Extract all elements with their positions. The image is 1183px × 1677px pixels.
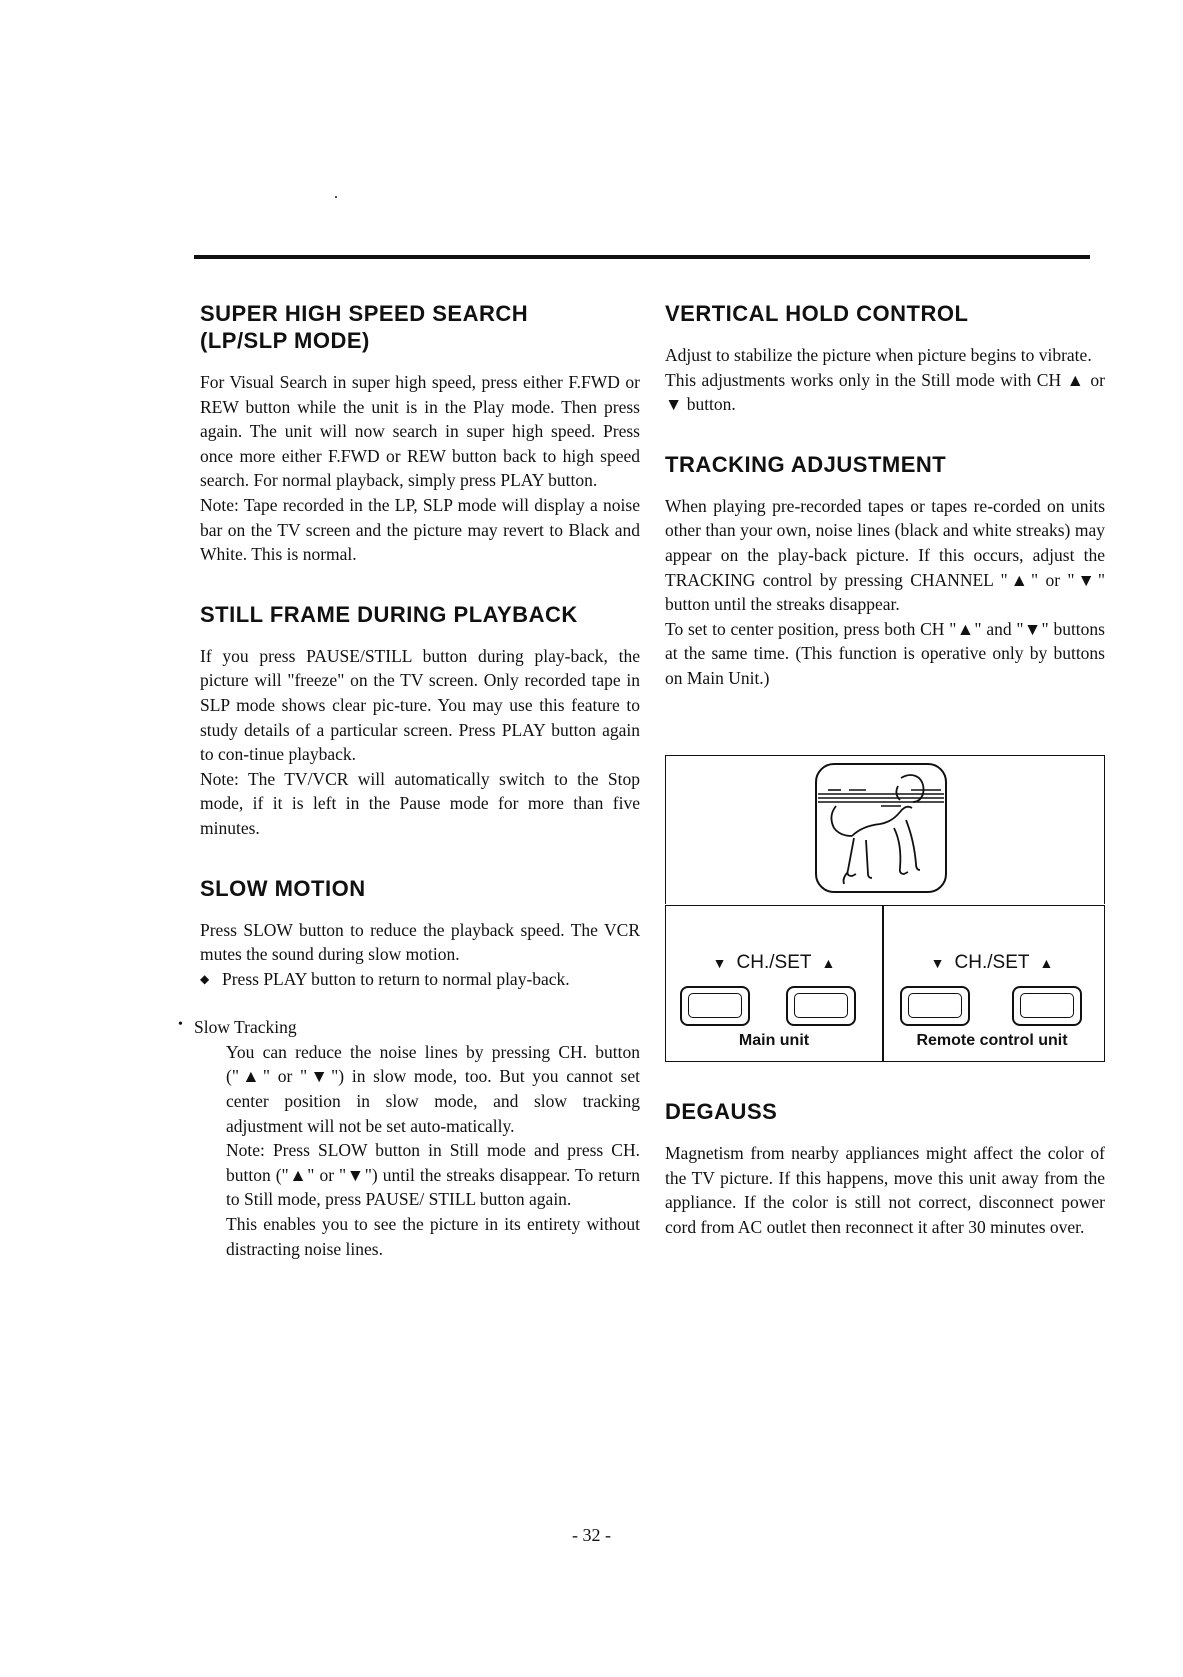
main-unit-caption: Main unit [738,1032,810,1049]
header-rule [194,255,1090,259]
super-high-speed-heading [200,300,640,354]
tv-screen-icon [816,764,946,892]
section-slow-motion [178,875,640,1262]
buttons-panel [665,905,1105,1062]
super-high-speed-body: For Visual Search in super high speed, press either F.FWD or REW button while the unit is in the Play mode. Then press again. The unit will now search in super high speed. Press once more either F.FWD or REW button back to high speed search. For normal playback, simply press PLAY button. [200,372,640,491]
right-column [665,300,1105,725]
down-arrow-icon: ▼ [712,955,727,971]
slow-motion-bullet-text: Press PLAY button to return to normal play-back. [222,968,570,989]
main-chset-text: CH./SET [736,952,812,973]
section-still-frame [200,601,640,841]
still-frame-note: Note: The TV/VCR will automatically switch to the Stop mode, if it is left in the Pause mode for more than five minutes. [200,768,640,838]
down-arrow-icon: ▼ [930,955,945,971]
main-ch-down-button [680,986,750,1026]
still-frame-body: If you press PAUSE/STILL button during play-back, the picture will "freeze" on the TV screen. Only recorded tape in SLP mode shows clear pic-ture. You may use this feature to study details of a particular screen. Press PLAY button again to con-tinue playback. [200,645,640,765]
degauss-heading: DEGAUSS [665,1099,778,1124]
noise-streaks-icon [818,790,944,806]
degauss-body: Magnetism from nearby appliances might affect the color of the TV picture. If this happens, move this unit away from the appliance. If the color is still not correct, disconnect power cord from AC outlet then reconnect it after 30 minutes over. [665,1143,1105,1237]
slow-motion-bullet [200,967,640,992]
vertical-hold-heading: VERTICAL HOLD CONTROL [665,301,969,326]
super-high-speed-note: Note: Tape recorded in the LP, SLP mode will display a noise bar on the TV screen and the picture may revert to Black and White. This is normal. [200,494,640,565]
diamond-bullet-icon: ◆ [200,971,210,986]
remote-unit-panel [884,906,1100,1061]
tracking-heading: TRACKING ADJUSTMENT [665,451,947,477]
remote-ch-up-button [1012,986,1082,1026]
slow-tracking-end: This enables you to see the picture in its entirety without distracting noise lines. [226,1214,640,1259]
slow-tracking-heading [178,1015,640,1040]
up-arrow-icon: ▲ [821,955,836,971]
super-high-speed-title-line1: SUPER HIGH SPEED SEARCH [200,301,529,326]
slow-motion-heading: SLOW MOTION [200,875,366,901]
tracking-figure [665,755,1105,1060]
dog-figure-icon [831,775,923,884]
main-ch-up-button [786,986,856,1026]
left-column [178,300,640,1295]
bullet-dot-icon: • [178,1017,183,1033]
scan-speck [335,196,337,198]
remote-ch-down-button [900,986,970,1026]
section-degauss [665,1098,1105,1239]
remote-chset-text: CH./SET [954,952,1030,973]
remote-chset-label [884,952,1100,974]
vertical-hold-body1: Adjust to stabilize the picture when picture begins to vibrate. [665,345,1092,365]
remote-unit-caption: Remote control unit [916,1032,1068,1049]
tracking-body: When playing pre-recorded tapes or tapes re-corded on units other than your own, noise lines (black and white streaks) may appear on the play-back picture. If this occurs, adjust the TRACKING control by pressing CHANNEL "▲" or "▼" button until the streaks disappear. [665,495,1105,615]
main-chset-label [666,952,882,974]
tv-screen-illustration [666,756,1104,904]
main-unit-panel [666,906,882,1061]
tv-illustration-panel [665,755,1105,904]
super-high-speed-title-line2: (LP/SLP MODE) [200,328,370,353]
section-vertical-hold [665,300,1105,417]
slow-tracking-note: Note: Press SLOW button in Still mode and press CH. button ("▲" or "▼") until the streaks disappear. To return to Still mode, press PAUSE/ STILL button again. [226,1140,640,1210]
tracking-body2: To set to center position, press both CH "▲" and "▼" buttons at the same time. (This function is operative only by buttons on Main Unit.) [665,618,1105,688]
slow-tracking-body: You can reduce the noise lines by pressing CH. button ("▲" or "▼") in slow mode, too. But you cannot set center position in slow mode, and slow tracking adjustment will not be set auto-matically. [226,1041,640,1136]
section-tracking [665,451,1105,691]
slow-motion-body: Press SLOW button to reduce the playback speed. The VCR mutes the sound during slow motion. [200,919,640,965]
up-arrow-icon: ▲ [1039,955,1054,971]
still-frame-heading: STILL FRAME DURING PLAYBACK [200,601,578,627]
section-super-high-speed [200,300,640,567]
vertical-hold-body2: This adjustments works only in the Still mode with CH ▲ or ▼ button. [665,369,1105,415]
slow-tracking-heading-text: Slow Tracking [194,1017,297,1038]
page-number: - 32 - [572,1525,611,1545]
slow-tracking-content [226,1040,640,1261]
